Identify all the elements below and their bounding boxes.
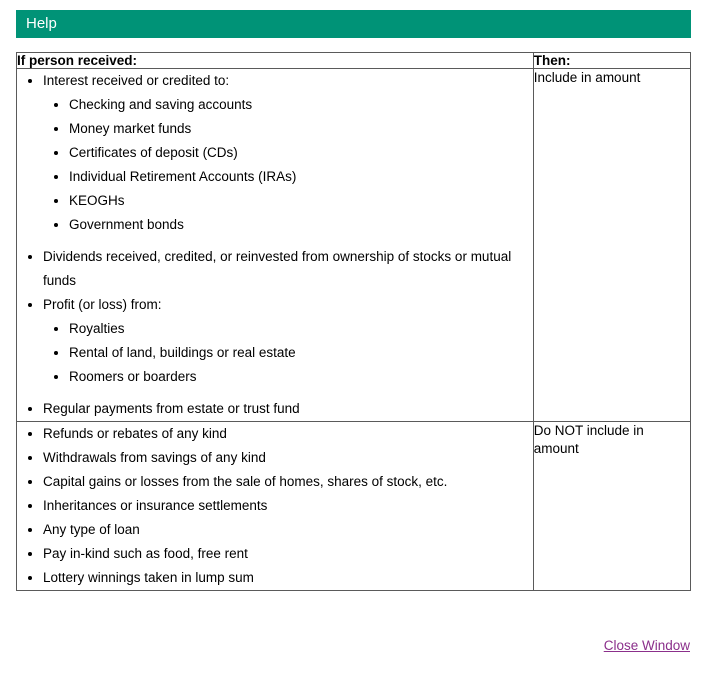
list-item: • Lottery winnings taken in lump sum [43, 566, 533, 590]
help-banner-title: Help [26, 15, 57, 32]
table-header-row [17, 53, 691, 69]
list-item: • Capital gains or losses from the sale of homes, shares of stock, etc. [43, 470, 533, 494]
list-item: • Money market funds [69, 117, 533, 141]
list-spacer [43, 389, 533, 397]
list-item: • Rental of land, buildings or real estate [69, 341, 533, 365]
exclude-list [17, 422, 533, 590]
include-sublist-interest [43, 93, 533, 237]
exclude-result-cell: Do NOT include in amount [533, 422, 690, 591]
list-item: • Certificates of deposit (CDs) [69, 141, 533, 165]
list-item: • Dividends received, credited, or reinvested from ownership of stocks or mutual funds [43, 245, 533, 293]
list-item: • Inheritances or insurance settlements [43, 494, 533, 518]
exclude-conditions-cell [17, 422, 534, 591]
list-spacer [43, 237, 533, 245]
list-item: • Royalties [69, 317, 533, 341]
list-item: • Pay in-kind such as food, free rent [43, 542, 533, 566]
list-item: • Roomers or boarders [69, 365, 533, 389]
list-item: • Any type of loan [43, 518, 533, 542]
column-header-condition: If person received: [17, 53, 534, 69]
list-item-label: Profit (or loss) from: [43, 297, 162, 312]
list-item: • Checking and saving accounts [69, 93, 533, 117]
list-item [43, 293, 533, 389]
list-item: • Individual Retirement Accounts (IRAs) [69, 165, 533, 189]
table-row [17, 69, 691, 422]
include-sublist-profit [43, 317, 533, 389]
include-list [17, 69, 533, 421]
list-item: • Withdrawals from savings of any kind [43, 446, 533, 470]
include-result-cell: Include in amount [533, 69, 690, 422]
help-banner [16, 10, 691, 38]
table-row [17, 422, 691, 591]
include-conditions-cell [17, 69, 534, 422]
column-header-result: Then: [533, 53, 690, 69]
list-item-label: Interest received or credited to: [43, 73, 230, 88]
list-item: • Government bonds [69, 213, 533, 237]
list-item [43, 69, 533, 237]
list-item: • Refunds or rebates of any kind [43, 422, 533, 446]
close-window-link[interactable]: Close Window [603, 638, 690, 653]
help-table [16, 52, 691, 591]
list-item: • Regular payments from estate or trust fund [43, 397, 533, 421]
list-item: • KEOGHs [69, 189, 533, 213]
